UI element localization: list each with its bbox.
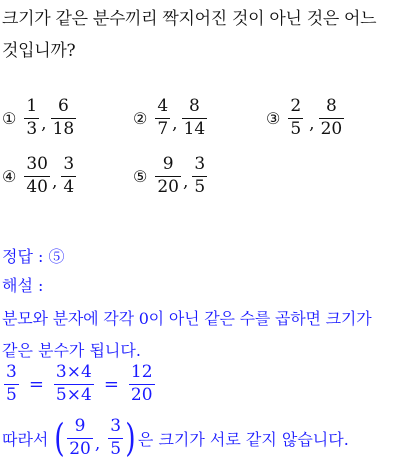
fraction: $\frac{4}{7}$ <box>157 96 169 139</box>
option-2[interactable] <box>133 98 207 139</box>
equation <box>4 364 155 405</box>
left-paren: ( <box>54 416 65 461</box>
option-number: ① <box>2 108 17 128</box>
explanation-label: 해설 : <box>2 276 44 295</box>
conclusion <box>2 418 349 459</box>
option-1[interactable] <box>2 98 76 139</box>
comma: , <box>94 433 101 454</box>
option-number: ② <box>133 108 148 128</box>
comma: , <box>309 113 315 134</box>
fraction: $\frac{30}{40}$ <box>26 154 48 197</box>
explanation-line-2: 같은 분수가 됩니다. <box>2 341 141 360</box>
comma: , <box>182 171 189 192</box>
option-number: ⑤ <box>133 166 148 186</box>
option-number: ③ <box>266 108 281 128</box>
option-4[interactable] <box>2 156 76 197</box>
fraction: $\frac{1}{3}$ <box>26 96 38 139</box>
fraction: $\frac{8}{14}$ <box>183 96 206 139</box>
equals-sign: = <box>28 373 44 395</box>
fraction: $\frac{2}{5}$ <box>290 96 302 139</box>
fraction: $\frac{3}{5}$ <box>6 362 17 405</box>
option-number: ④ <box>2 166 17 186</box>
question-line-2: 것입니까? <box>2 41 76 61</box>
equals-sign: = <box>103 373 119 395</box>
fraction: $\frac{3}{5}$ <box>110 416 122 459</box>
comma: , <box>172 113 178 134</box>
fraction: $\frac{3}{5}$ <box>194 154 206 197</box>
fraction: $\frac{8}{20}$ <box>320 96 343 139</box>
option-5[interactable] <box>133 156 207 197</box>
conclusion-suffix: 은 크기가 서로 같지 않습니다. <box>137 429 349 449</box>
fraction: $\frac{9}{20}$ <box>157 154 179 197</box>
explanation-line-1: 분모와 분자에 각각 0이 아닌 같은 수를 곱하면 크기가 <box>2 309 372 328</box>
option-3[interactable] <box>266 98 344 139</box>
fraction: $\frac{3}{4}$ <box>63 154 75 197</box>
fraction: $\frac{3\times 4}{5\times 4}$ <box>55 362 92 405</box>
comma: , <box>51 171 58 192</box>
answer-label: 정답 : ⑤ <box>2 247 65 266</box>
conclusion-prefix: 따라서 <box>2 429 49 449</box>
fraction: $\frac{12}{20}$ <box>130 362 153 405</box>
question-line-1: 크기가 같은 분수끼리 짝지어진 것이 아닌 것은 어느 <box>2 9 377 29</box>
fraction: $\frac{9}{20}$ <box>69 416 91 459</box>
fraction: $\frac{6}{18}$ <box>52 96 75 139</box>
comma: , <box>41 113 47 134</box>
right-paren: ) <box>125 416 136 461</box>
